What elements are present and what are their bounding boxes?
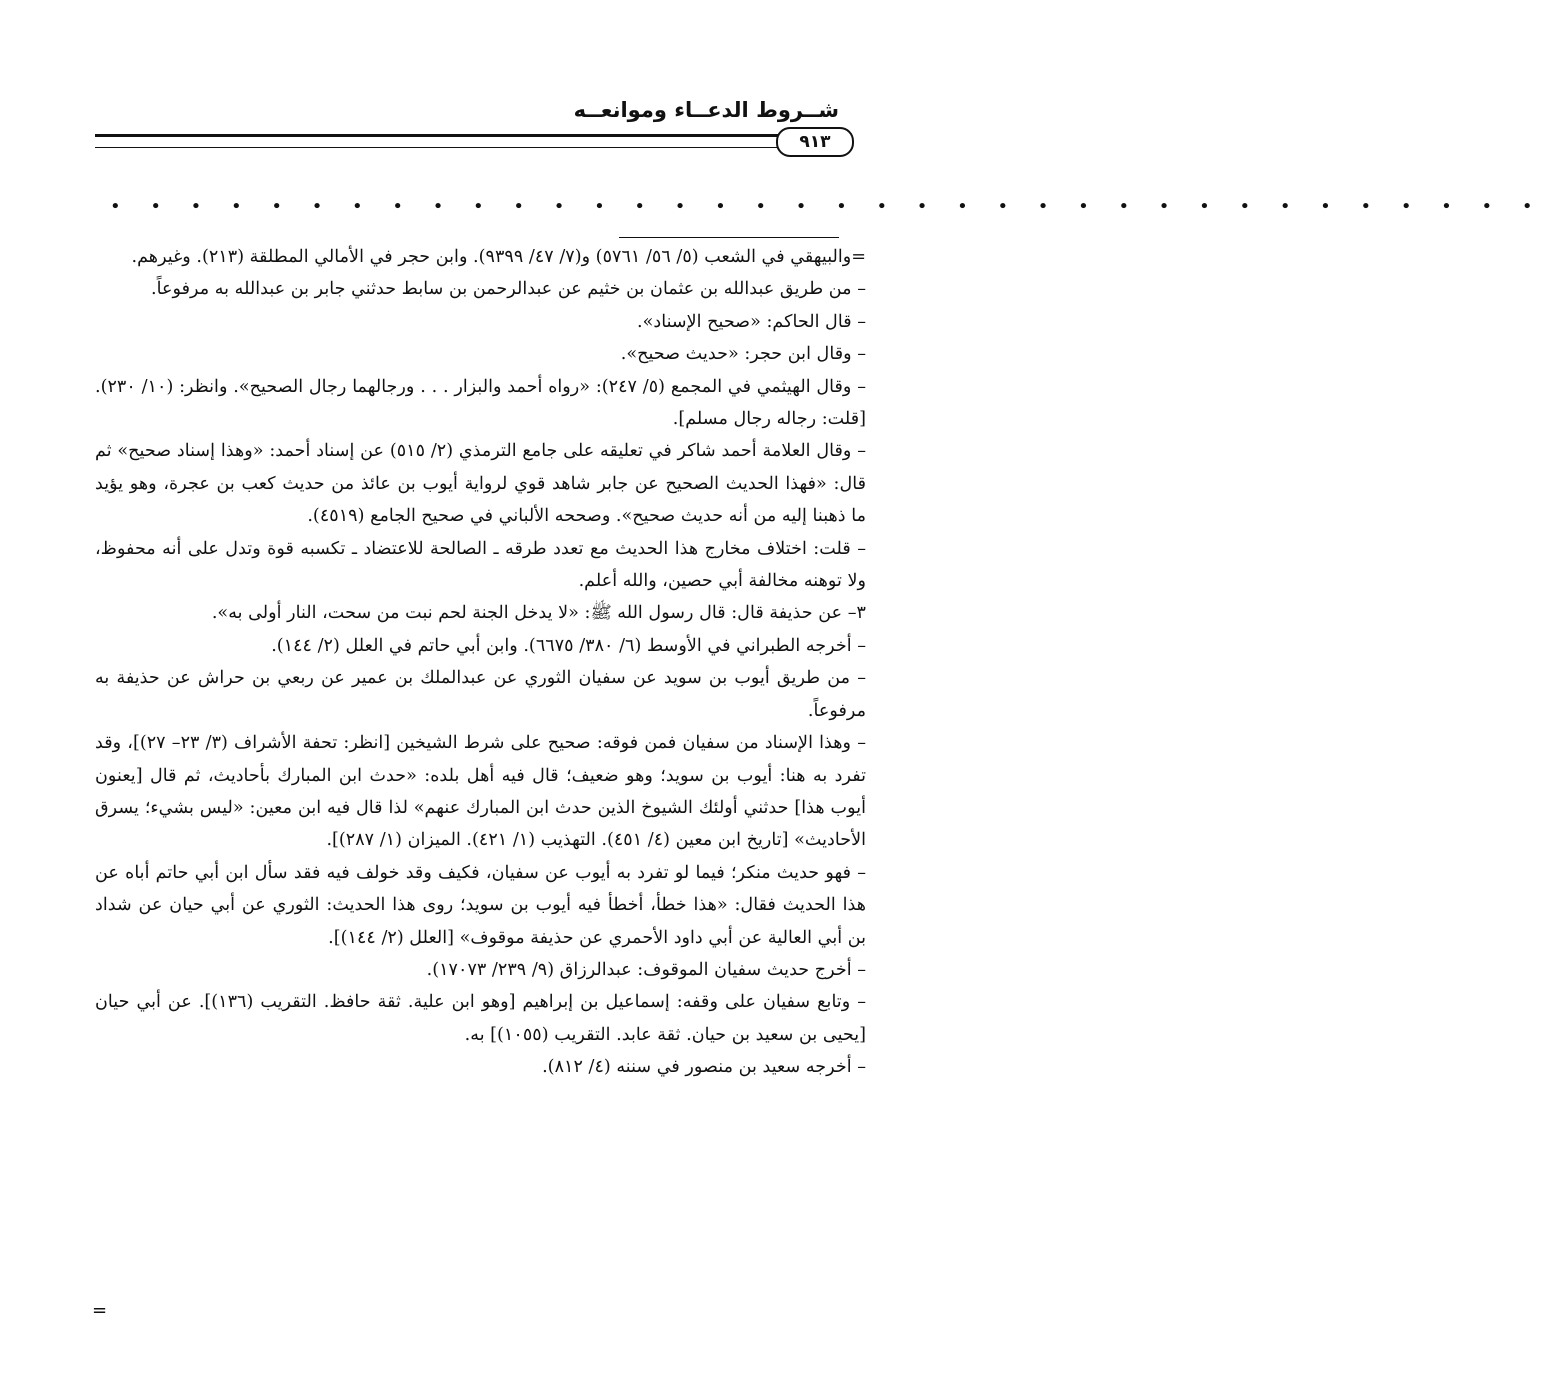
paragraph: ٣– عن حذيفة قال: قال رسول الله ﷺ: «لا يدخل الجنة لحم نبت من سحت، النار أولى به». [211,603,866,624]
paragraph: – من طريق عبدالله بن عثمان بن خثيم عن عبدالرحمن بن سابط حدثني جابر بن عبدالله به مرفوعاً. [151,279,866,300]
paragraph: =والبيهقي في الشعب (٥/ ٥٦/ ٥٧٦١) و(٧/ ٤٧/ ٩٣٩٩). وابن حجر في الأمالي المطلقة (٢١٣). وغيرهم. [131,247,866,267]
continuation-mark: = [92,1300,108,1321]
paragraph: – أخرجه سعيد بن منصور في سننه (٤/ ٨١٢). [542,1057,866,1078]
footnote-rule [619,237,839,238]
footnote-body [95,241,866,1084]
page-number-badge: ٩١٣ [776,127,854,157]
paragraph: – قلت: اختلاف مخارج هذا الحديث مع تعدد طرقه ـ الصالحة للاعتضاد ـ تكسبه قوة وتدل على أنه محفوظ، ولا توهنه مخالفة أبي حصين، والله أعلم. [95,538,866,592]
paragraph: – وقال الهيثمي في المجمع (٥/ ٢٤٧): «رواه أحمد والبزار . . . ورجالهما رجال الصحيح». وانظر: (١٠/ ٢٣٠). [قلت: رجاله رجال مسلم]. [95,376,866,430]
paragraph: – أخرج حديث سفيان الموقوف: عبدالرزاق (٩/ ٢٣٩/ ١٧٠٧٣). [426,959,866,980]
paragraph: – من طريق أيوب بن سويد عن سفيان الثوري عن عبدالملك بن عمير عن ربعي بن حراش عن حذيفة به مرفوعاً. [95,668,866,721]
dotted-separator: • • • • • • • • • • • • • • • • • • • • • • • • • • • • • • • • • • • • [110,196,1544,217]
header-rule [95,134,839,148]
paragraph: – وهذا الإسناد من سفيان فمن فوقه: صحيح على شرط الشيخين [انظر: تحفة الأشراف (٣/ ٢٣– ٢٧)]، وقد تفرد به هنا: أيوب بن سويد؛ وهو ضعيف؛ قال فيه أهل بلده: «حدث ابن المبارك بأحاديث، ثم قال [يعنون أيوب هذا] حدثني أولئك الشيوخ الذين حدث ابن المبارك عنهم» لذا قال فيه ابن معين: «ليس بشيء؛ يسرق الأحاديث» [تاريخ ابن معين (٤/ ٤٥١). التهذيب (١/ ٤٢١). الميزان (١/ ٢٨٧)]. [95,733,866,851]
running-header-title: شــروط الدعــاء وموانعــه [573,98,839,122]
paragraph: – وقال ابن حجر: «حديث صحيح». [620,344,866,365]
paragraph: – وقال العلامة أحمد شاكر في تعليقه على جامع الترمذي (٢/ ٥١٥) عن إسناد أحمد: «وهذا إسناد صحيح» ثم قال: «فهذا الحديث الصحيح عن جابر شاهد قوي لرواية أيوب بن عائذ من حديث كعب بن عجرة، وهو يؤيد ما ذهبنا إليه من أنه حديث صحيح». وصححه الألباني في صحيح الجامع (٤٥١٩). [95,441,867,527]
paragraph: – قال الحاكم: «صحيح الإسناد». [637,311,866,332]
paragraph: – أخرجه الطبراني في الأوسط (٦/ ٣٨٠/ ٦٦٧٥). وابن أبي حاتم في العلل (٢/ ١٤٤). [271,635,866,656]
paragraph: – وتابع سفيان على وقفه: إسماعيل بن إبراهيم [وهو ابن علية. ثقة حافظ. التقريب (١٣٦)]. عن أبي حيان [يحيى بن سعيد بن حيان. ثقة عابد. التقريب (١٠٥٥)] به. [95,992,867,1045]
paragraph: – فهو حديث منكر؛ فيما لو تفرد به أيوب عن سفيان، فكيف وقد خولف فيه فقد سأل ابن أبي حاتم أباه عن هذا الحديث فقال: «هذا خطأ، أخطأ فيه أيوب بن سويد؛ روى هذا الحديث: الثوري عن أبي حيان عن شداد بن أبي العالية عن أبي داود الأحمري عن حذيفة موقوف» [العلل (٢/ ١٤٤)]. [95,862,866,948]
